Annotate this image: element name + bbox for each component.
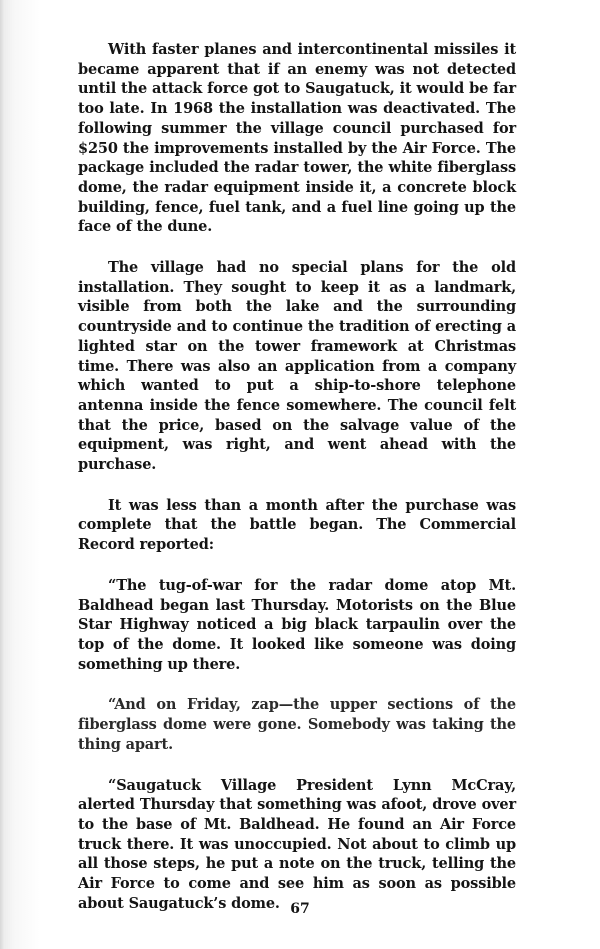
paragraph-2: The village had no special plans for the old installation. They sought to keep it as a landmark, visible from both the lake and the surrounding countryside and to continue the tradition of erecting a lighted star on the tower framework at Christmas time. There was also an application from a company which wanted to put a ship-to-shore telephone antenna inside the fence somewhere. The council felt that the price, based on the salvage value of the equipment, was right, and went ahead with the purchase.: [78, 259, 516, 474]
paragraph-3: It was less than a month after the purchase was complete that the battle began. The Commercial Record reported:: [78, 496, 516, 554]
paragraph-5-quote: “And on Friday, zap—the upper sections of the fiberglass dome were gone. Somebody was taking the thing apart.: [78, 696, 516, 753]
page-number: 67: [290, 901, 310, 917]
page-binding-shadow: [0, 0, 4, 949]
paragraph-6-quote: “Saugatuck Village President Lynn McCray, alerted Thursday that something was afoot, drove over to the base of Mt. Baldhead. He found an Air Force truck there. It was unoccupied. Not about to climb up all those steps, he put a note on the truck, telling the Air Force to come and see him as soon as possible about Saugatuck’s dome.: [78, 776, 516, 912]
paragraph-1: With faster planes and intercontinental missiles it became apparent that if an enemy was not detected until the attack force got to Saugatuck, it would be far too late. In 1968 the installation was deactivated. The following summer the village council purchased for $250 the improvements installed by the Air Force. The package included the radar tower, the white fiberglass dome, the radar equipment inside it, a concrete block building, fence, fuel tank, and a fuel line going up the face of the dune.: [78, 41, 516, 236]
body-text: [78, 40, 516, 934]
paragraph-4-quote: “The tug-of-war for the radar dome atop Mt. Baldhead began last Thursday. Motorists on the Blue Star Highway noticed a big black tarpaulin over the top of the dome. It looked like someone was doing something up there.: [78, 576, 516, 673]
